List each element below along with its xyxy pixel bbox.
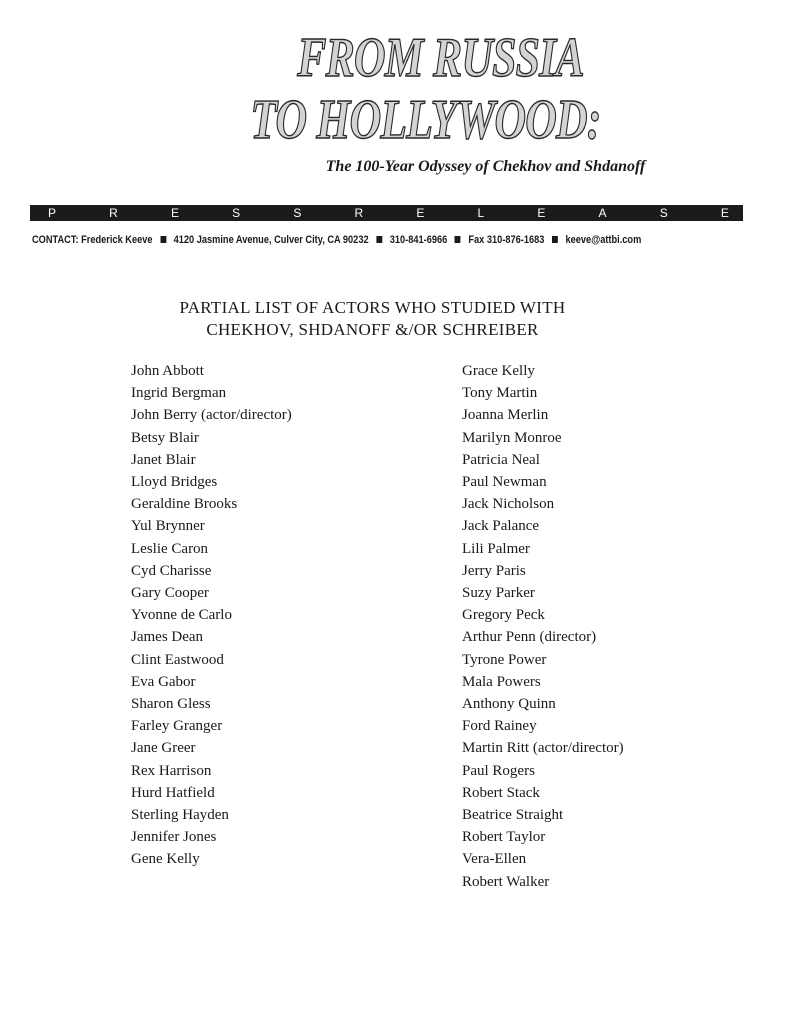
list-heading-line-1: PARTIAL LIST OF ACTORS WHO STUDIED WITH bbox=[179, 298, 566, 317]
press-letter: E bbox=[171, 206, 180, 220]
actor-name: Jennifer Jones bbox=[131, 829, 217, 846]
actor-name: Clint Eastwood bbox=[131, 651, 224, 668]
actor-name: Tony Martin bbox=[462, 385, 538, 402]
actor-name: Mala Powers bbox=[462, 673, 541, 690]
logo-subtitle: The 100-Year Odyssey of Chekhov and Shdanoff bbox=[325, 158, 646, 175]
bullet-square-icon bbox=[455, 236, 461, 243]
actor-name: Marilyn Monroe bbox=[462, 429, 562, 446]
actor-name: Sharon Gless bbox=[131, 696, 211, 713]
actor-name: Yvonne de Carlo bbox=[131, 607, 232, 624]
actor-name: Janet Blair bbox=[131, 451, 196, 468]
logo-title-line-1: FROM RUSSIA bbox=[297, 27, 584, 89]
actor-name: John Berry (actor/director) bbox=[131, 407, 292, 424]
actor-name: Betsy Blair bbox=[131, 429, 199, 446]
actor-name: Jane Greer bbox=[131, 740, 196, 757]
bullet-square-icon bbox=[376, 236, 382, 243]
press-letter: S bbox=[659, 206, 668, 220]
actor-name: Jack Nicholson bbox=[462, 496, 555, 513]
press-letter: P bbox=[48, 206, 57, 220]
actors-list-right bbox=[462, 360, 624, 893]
actor-name: Robert Stack bbox=[462, 784, 540, 801]
actor-name: Martin Ritt (actor/director) bbox=[462, 740, 624, 757]
actors-list-left bbox=[131, 360, 292, 871]
actor-name: Hurd Hatfield bbox=[131, 784, 215, 801]
press-letter: R bbox=[354, 206, 364, 220]
actor-name: Patricia Neal bbox=[462, 451, 540, 468]
actor-name: Gene Kelly bbox=[131, 851, 200, 868]
bullet-square-icon bbox=[160, 236, 166, 243]
actor-name: Yul Brynner bbox=[131, 518, 205, 535]
actor-name: Paul Rogers bbox=[462, 762, 535, 779]
bullet-square-icon bbox=[552, 236, 558, 243]
actor-name: Gregory Peck bbox=[462, 607, 545, 624]
press-letter: R bbox=[109, 206, 118, 220]
press-letter: E bbox=[537, 206, 546, 220]
list-heading bbox=[0, 297, 745, 341]
actor-name: Lloyd Bridges bbox=[131, 474, 218, 491]
contact-fax: Fax 310-876-1683 bbox=[468, 234, 545, 246]
list-heading-line-2: CHEKHOV, SHDANOFF &/OR SCHREIBER bbox=[206, 320, 539, 339]
press-letter: E bbox=[416, 206, 425, 220]
actor-name: James Dean bbox=[131, 629, 204, 646]
actor-name: Jerry Paris bbox=[462, 562, 526, 579]
actor-name: Ford Rainey bbox=[462, 718, 537, 735]
logo bbox=[0, 27, 791, 176]
actor-name: John Abbott bbox=[131, 363, 204, 379]
press-letter: S bbox=[293, 206, 302, 220]
actor-name: Sterling Hayden bbox=[131, 807, 229, 824]
actor-name: Leslie Caron bbox=[131, 540, 209, 557]
actor-name: Gary Cooper bbox=[131, 585, 209, 602]
actor-name: Rex Harrison bbox=[131, 762, 212, 779]
actor-name: Eva Gabor bbox=[131, 673, 196, 690]
actor-name: Grace Kelly bbox=[462, 363, 535, 379]
actor-name: Robert Taylor bbox=[462, 829, 546, 846]
actor-name: Anthony Quinn bbox=[462, 696, 556, 713]
actor-name: Jack Palance bbox=[462, 518, 540, 535]
contact-email: keeve@attbi.com bbox=[565, 234, 642, 246]
actor-name: Farley Granger bbox=[131, 718, 223, 735]
press-letter: S bbox=[232, 206, 241, 220]
press-letter: E bbox=[720, 206, 729, 220]
contact-phone: 310-841-6966 bbox=[389, 234, 448, 246]
press-letter: A bbox=[598, 206, 607, 220]
actor-name: Lili Palmer bbox=[462, 540, 530, 557]
actor-name: Robert Walker bbox=[462, 873, 550, 890]
actor-name: Arthur Penn (director) bbox=[462, 629, 597, 646]
contact-name: CONTACT: Frederick Keeve bbox=[32, 234, 153, 246]
actor-name: Geraldine Brooks bbox=[131, 496, 238, 513]
press-letter: L bbox=[477, 206, 485, 220]
contact-line bbox=[32, 234, 654, 246]
actor-name: Suzy Parker bbox=[462, 585, 535, 602]
actor-name: Beatrice Straight bbox=[462, 807, 564, 824]
logo-title-line-2: TO HOLLYWOOD: bbox=[250, 89, 601, 151]
press-release-banner bbox=[30, 205, 743, 221]
contact-address: 4120 Jasmine Avenue, Culver City, CA 90232 bbox=[173, 234, 369, 246]
actor-name: Paul Newman bbox=[462, 474, 547, 491]
actor-name: Ingrid Bergman bbox=[131, 385, 227, 402]
actor-name: Cyd Charisse bbox=[131, 562, 212, 579]
actor-name: Vera-Ellen bbox=[462, 851, 527, 868]
actor-name: Joanna Merlin bbox=[462, 407, 549, 424]
actor-name: Tyrone Power bbox=[462, 651, 547, 668]
